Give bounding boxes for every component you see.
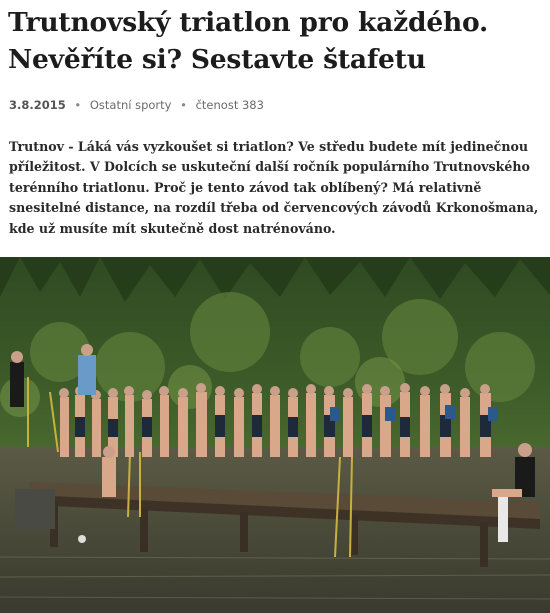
meta-separator: • [74,98,82,112]
article-date: 3.8.2015 [9,98,66,112]
reads-count: 383 [241,98,264,112]
photo-image [0,257,550,613]
article-meta [9,98,264,112]
article-category[interactable]: Ostatní sporty [89,98,172,112]
article-perex: Trutnov - Láká vás vyzkoušet si triatlon? Ve středu budete mít jedinečnou příležitost. V Dolcích se uskuteční další ročník populárního Trutnovského terénního triatlonu. Proč je tento závod tak oblíbený? Má relativně snesitelné distance, na rozdíl třeba od červencových závodů Krkonošmana, kde už musíte mít skutečně dost natrénováno. [9,139,539,236]
reads-label: čtenost [195,98,239,112]
article-title [8,4,544,78]
meta-separator: • [180,98,187,112]
article-photo[interactable] [0,257,550,613]
title-line-1: Trutnovský triatlon pro každého. [8,7,489,38]
title-line-2: Nevěříte si? Sestavte štafetu [8,44,426,75]
